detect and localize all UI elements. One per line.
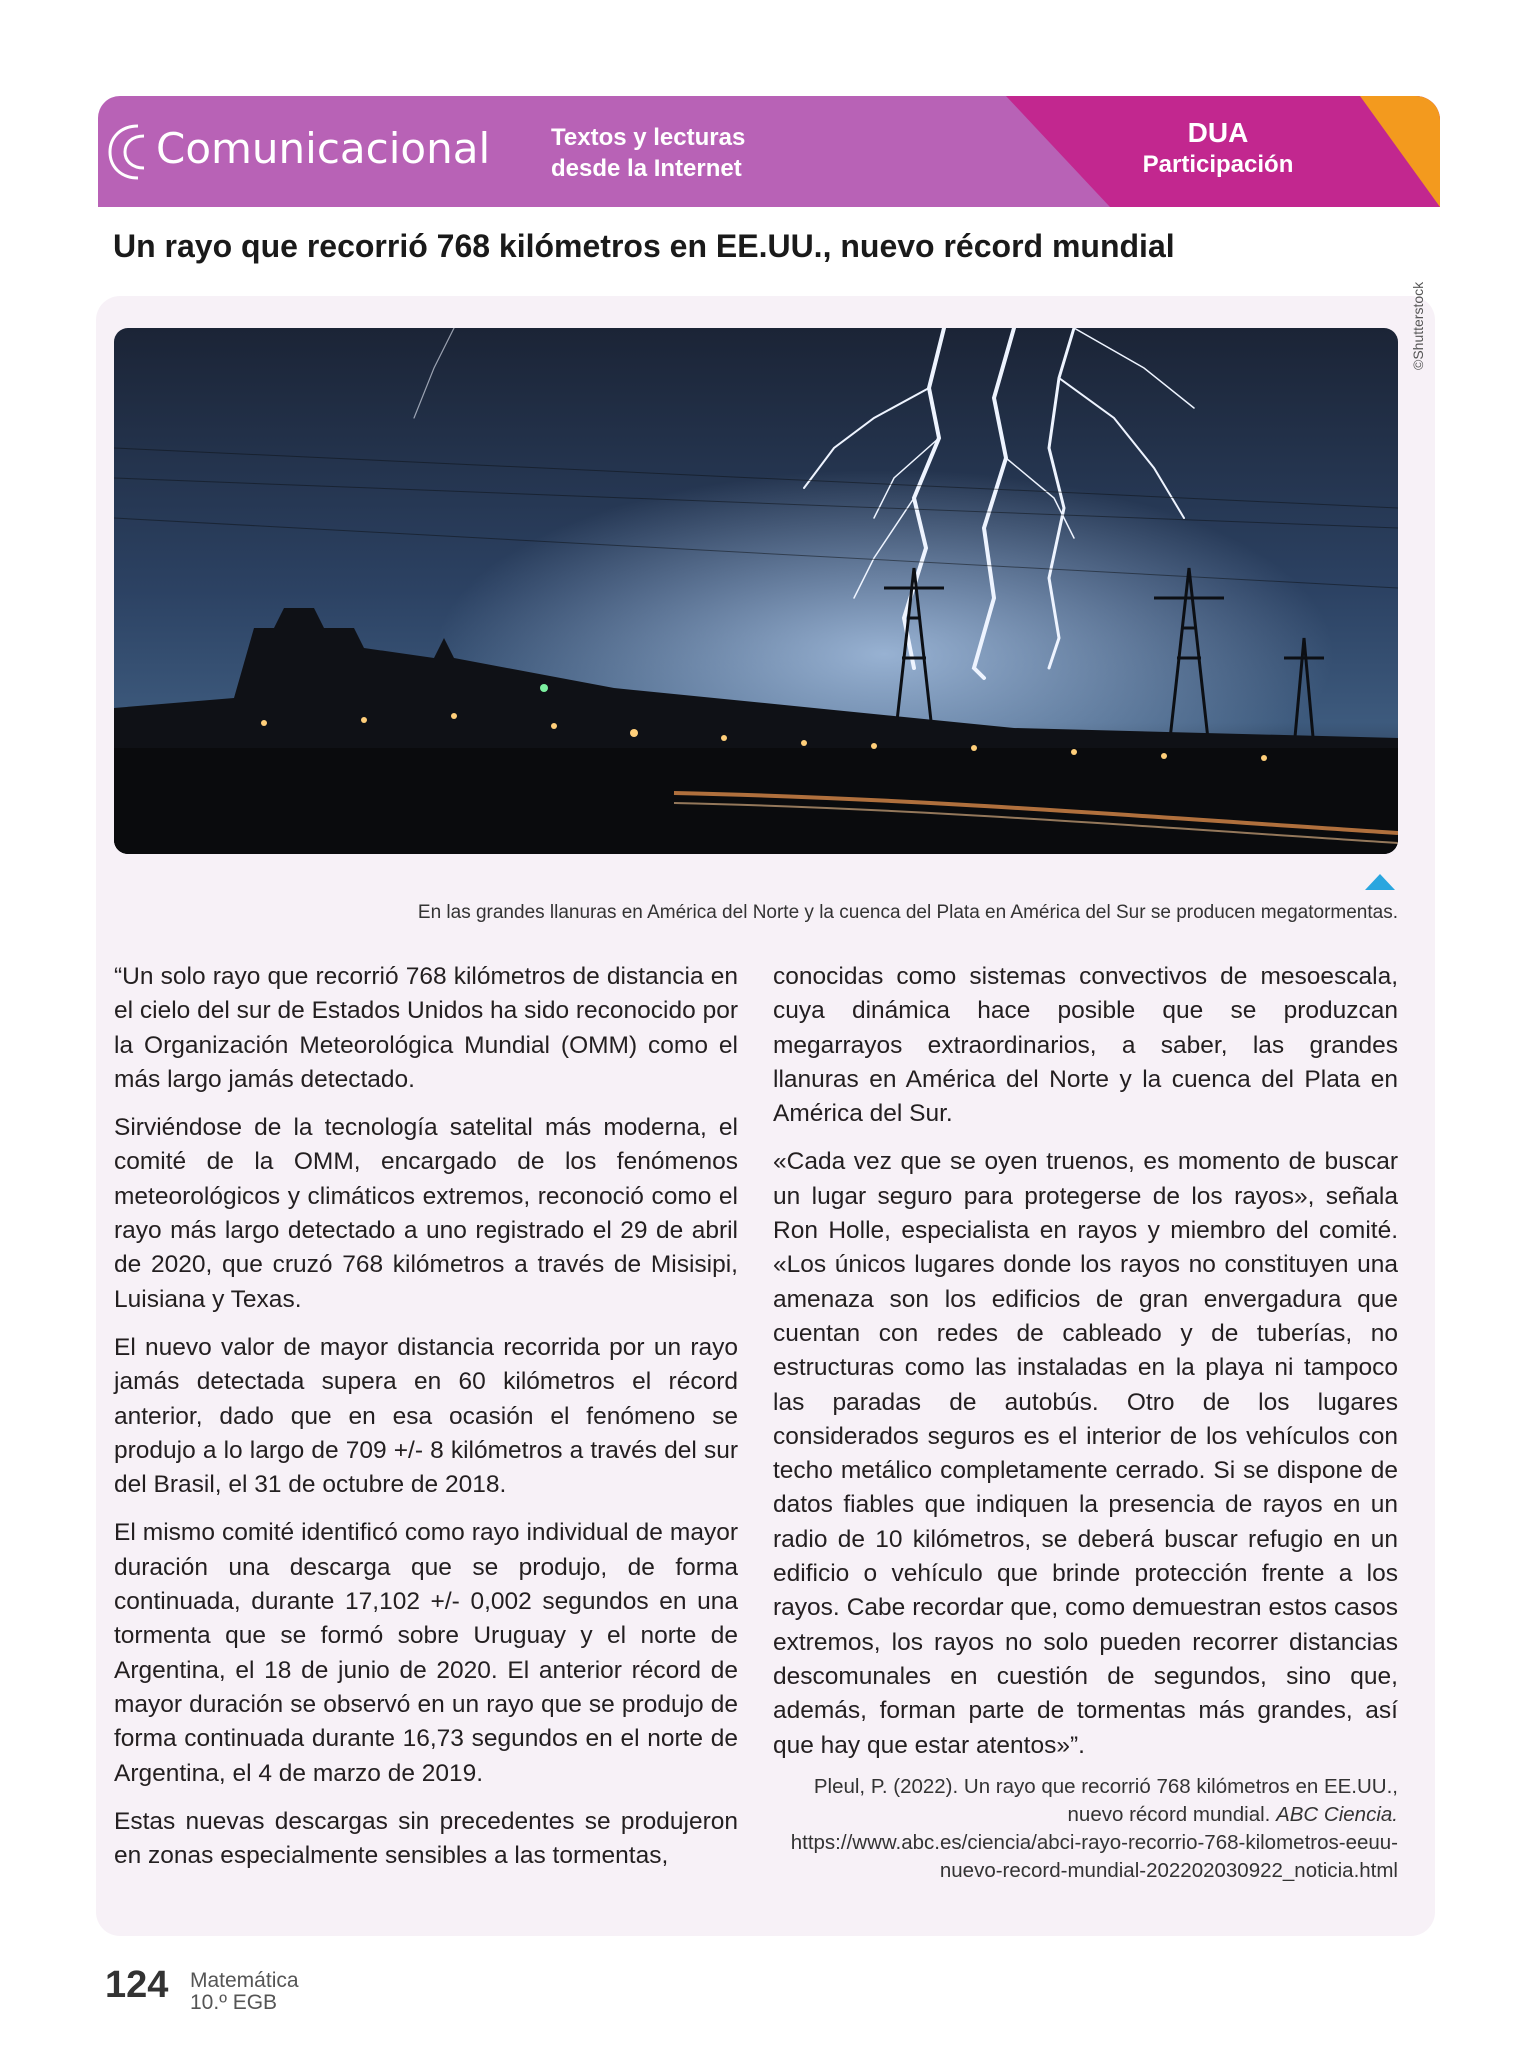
dua-label: [1138, 116, 1298, 180]
lightning-photo: [114, 328, 1398, 854]
reference-url[interactable]: https://www.abc.es/ciencia/abci-rayo-recorrio-768-kilometros-eeuu-nuevo-record-mundial-202202030922_noticia.html: [790, 1831, 1398, 1882]
footer-book-info: [190, 1970, 299, 2014]
paragraph: Estas nuevas descargas sin precedentes se produjeron en zonas especialmente sensibles a las tormentas,: [114, 1807, 738, 1870]
subtitle-line-2: desde la Internet: [551, 155, 742, 182]
footer-subject: Matemática: [190, 1969, 299, 1992]
paragraph: conocidas como sistemas convectivos de mesoescala, cuya dinámica hace posible que se produzcan megarrayos extraordinarios, a saber, las grandes llanuras en América del Norte y la cuenca del Plata en América del Sur.: [773, 963, 1398, 1128]
page-number: 124: [105, 1964, 169, 2006]
section-subtitle: [551, 122, 745, 184]
reference-text: Pleul, P. (2022). Un rayo que recorrió 768 kilómetros en EE.UU., nuevo récord mundial.: [813, 1775, 1398, 1826]
right-column: [773, 960, 1398, 1777]
article-headline: Un rayo que recorrió 768 kilómetros en EE.UU., nuevo récord mundial: [113, 228, 1175, 264]
reference-journal: ABC Ciencia.: [1276, 1803, 1398, 1826]
dua-subtitle: Participación: [1142, 151, 1294, 178]
paragraph: El nuevo valor de mayor distancia recorrida por un rayo jamás detectada supera en 60 kilómetros el récord anterior, dado que en esa ocasión el fenómeno se produjo a lo largo de 709 +/- 8 kilómetros a través del sur del Brasil, el 31 de octubre de 2018.: [114, 1333, 738, 1499]
paragraph: «Cada vez que se oyen truenos, es momento de buscar un lugar seguro para protegerse de los rayos», señala Ron Holle, especialista en rayos y miembro del comité. «Los únicos lugares donde los rayos no constituyen una amenaza son los edificios de gran envergadura que cuentan con redes de cableado y de tuberías, no estructuras como las instaladas en la playa ni tampoco las paradas de autobús. Otro de los lugares considerados seguros es el interior de los vehículos con techo metálico completamente cerrado. Si se dispone de datos fiables que indiquen la presencia de rayos en un radio de 10 kilómetros, se deberá buscar refugio en un edificio o vehículo que brinde protección frente a los rayos. Cabe recordar que, como demuestran estos casos extremos, los rayos no solo pueden recorrer distancias descomunales en cuestión de segundos, sino que, además, forman parte de tormentas más grandes, así que hay que estar atentos»”.: [773, 1148, 1398, 1759]
left-column: [114, 960, 738, 1887]
caption-pointer-icon: [1365, 874, 1395, 890]
image-credit: ©Shutterstock: [1410, 281, 1426, 370]
subtitle-line-1: Textos y lecturas: [551, 124, 746, 151]
paragraph: “Un solo rayo que recorrió 768 kilómetros de distancia en el cielo del sur de Estados Unidos ha sido reconocido por la Organización Meteorológica Mundial (OMM) como el más largo jamás detectado.: [114, 963, 738, 1093]
section-banner: [98, 96, 1440, 207]
footer-grade: 10.º EGB: [190, 1991, 278, 2014]
section-title: Comunicacional: [156, 124, 491, 173]
paragraph: Sirviéndose de la tecnología satelital más moderna, el comité de la OMM, encargado de los fenómenos meteorológicos y climáticos extremos, reconoció como el rayo más largo detectado a uno registrado el 29 de abril de 2020, que cruzó 768 kilómetros a través de Misisipi, Luisiana y Texas.: [114, 1114, 738, 1313]
paragraph: El mismo comité identificó como rayo individual de mayor duración una descarga que se produjo, de forma continuada, durante 17,102 +/- 0,002 segundos en una tormenta que se formó sobre Uruguay y el norte de Argentina, el 18 de junio de 2020. El anterior récord de mayor duración se observó en un rayo que se produjo de forma continuada durante 16,73 segundos en el norte de Argentina, el 4 de marzo de 2019.: [114, 1519, 738, 1787]
lightning-storm-image: [114, 328, 1398, 854]
image-caption: En las grandes llanuras en América del Norte y la cuenca del Plata en América del Sur se producen megatormentas.: [417, 902, 1398, 923]
reference-citation: [773, 1773, 1398, 1885]
dua-title: DUA: [1187, 117, 1249, 148]
